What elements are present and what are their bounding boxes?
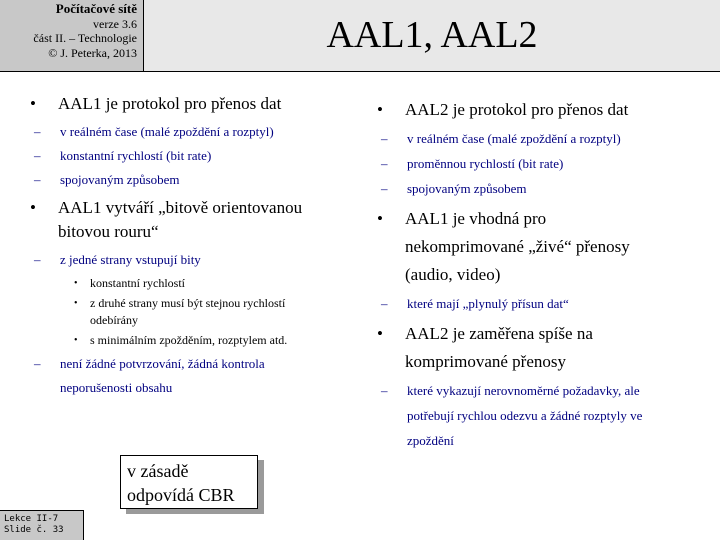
copyright-label: © J. Peterka, 2013: [48, 45, 137, 60]
sub-sub-bullet: [28, 275, 328, 292]
sub-bullet-text: z jedné strany vstupují bity: [60, 252, 201, 267]
course-info-box: [0, 0, 144, 72]
course-name: Počítačové sítě: [55, 1, 137, 16]
sub-bullet-text: v reálném čase (malé zpoždění a rozptyl): [407, 131, 621, 146]
bullet-aal1-suitable: [375, 205, 665, 289]
slide-number: Slide č. 33: [4, 525, 64, 535]
slide-title: AAL1, AAL2: [326, 14, 538, 56]
sub-bullet: [28, 168, 328, 192]
note-line-1: v zásadě: [127, 461, 189, 481]
sub-bullet-text: spojovaným způsobem: [60, 172, 180, 187]
right-column: [375, 96, 665, 453]
sub-sub-bullet-text: z druhé strany musí být stejnou rychlostí odebírány: [90, 296, 286, 327]
bullet-text: AAL1 je protokol pro přenos dat: [58, 94, 282, 113]
sub-bullet: [375, 378, 665, 453]
bullet-aal2-protocol: [375, 96, 665, 124]
sub-bullet-text: které mají „plynulý přísun dat“: [407, 296, 569, 311]
sub-bullet-text: v reálném čase (malé zpoždění a rozptyl): [60, 124, 274, 139]
bullet-aal2-focus: [375, 320, 665, 376]
sub-sub-bullet-text: s minimálním zpožděním, rozptylem atd.: [90, 333, 288, 347]
sub-bullet-text: proměnnou rychlostí (bit rate): [407, 156, 564, 171]
sub-bullet: [28, 352, 328, 400]
bullet-text: AAL2 je zaměřena spíše na komprimované přenosy: [405, 324, 593, 371]
bullet-text: AAL1 vytváří „bitově orientovanou bitovou rouru“: [58, 198, 303, 241]
bullet-aal1-protocol: [28, 92, 328, 116]
sub-bullet-text: není žádné potvrzování, žádná kontrola neporušenosti obsahu: [60, 356, 265, 395]
sub-sub-bullet: [28, 332, 328, 349]
bullet-text: AAL1 je vhodná pro nekomprimované „živé“ přenosy (audio, video): [405, 209, 630, 284]
part-label: část II. – Technologie: [33, 31, 137, 45]
bullet-aal1-bit-pipe: [28, 196, 328, 244]
sub-bullet-text: spojovaným způsobem: [407, 181, 527, 196]
sub-bullet-text: které vykazují nerovnoměrné požadavky, ale potřebují rychlou odezvu a žádné rozptyly ve zpoždění: [407, 383, 643, 448]
sub-bullet: [375, 151, 665, 176]
sub-bullet: [375, 291, 665, 316]
sub-bullet: [28, 120, 328, 144]
sub-bullet: [375, 126, 665, 151]
version-label: verze 3.6: [93, 16, 137, 31]
bullet-text: AAL2 je protokol pro přenos dat: [405, 100, 629, 119]
sub-bullet: [28, 144, 328, 168]
cbr-note-box: [120, 455, 258, 509]
sub-bullet-text: konstantní rychlostí (bit rate): [60, 148, 212, 163]
sub-sub-bullet-text: konstantní rychlostí: [90, 276, 185, 290]
sub-bullet: [28, 248, 328, 272]
left-column: [28, 92, 328, 400]
slide-info-box: [0, 510, 84, 540]
lesson-label: Lekce II-7: [4, 514, 59, 524]
sub-sub-bullet: [28, 295, 328, 329]
sub-bullet: [375, 176, 665, 201]
note-line-2: odpovídá CBR: [127, 485, 235, 505]
